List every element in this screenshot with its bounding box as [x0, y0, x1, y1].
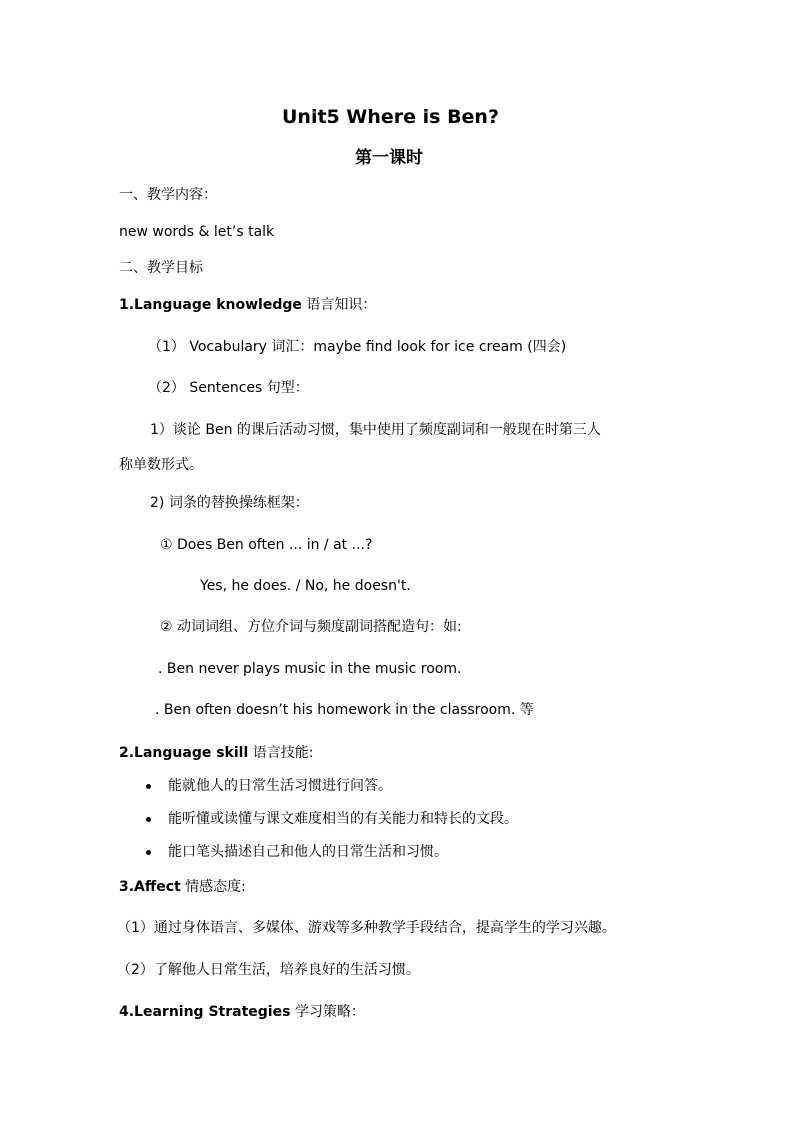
- affect-item-2: （2）了解他人日常生活，培养良好的生活习惯。: [117, 962, 420, 978]
- sentence-item-1-line-1: 1）谈论 Ben 的课后活动习惯，集中使用了频度副词和一般现在时第三人: [150, 422, 601, 438]
- subheading-en: 3.Affect: [119, 879, 181, 895]
- drill-collocation: ② 动词词组、方位介词与频度副词搭配造句：如:: [160, 619, 462, 635]
- bullet-dot: [146, 850, 151, 855]
- subheading-cn: 情感态度:: [180, 879, 246, 895]
- section-heading-objectives: 二、教学目标: [119, 260, 203, 276]
- bullet-item: 能就他人的日常生活习惯进行问答。: [168, 778, 392, 794]
- subheading-en: 2.Language skill: [119, 745, 249, 761]
- section-heading-content: 一、教学内容：: [119, 187, 217, 203]
- subheading-affect: [119, 877, 246, 897]
- example-sentence-1: . Ben never plays music in the music room.: [158, 661, 462, 677]
- page-subtitle: 第一课时: [355, 148, 423, 168]
- vocabulary-line: （1） Vocabulary 词汇：maybe find look for ice cream (四会): [148, 339, 567, 355]
- subheading-en: 4.Learning Strategies: [119, 1004, 291, 1020]
- page-title: Unit5 Where is Ben?: [282, 106, 499, 128]
- bullet-item: 能听懂或读懂与课文难度相当的有关能力和特长的文段。: [168, 811, 518, 827]
- subheading-cn: 语言知识：: [301, 297, 377, 313]
- section-content-text: new words & let’s talk: [119, 224, 275, 240]
- drill-answer: Yes, he does. / No, he doesn't.: [200, 578, 411, 594]
- subheading-learning-strategies: [119, 1002, 365, 1022]
- subheading-language-skill: [119, 743, 313, 763]
- sentence-item-2: 2) 词条的替换操练框架：: [150, 495, 309, 511]
- bullet-item: 能口笔头描述自己和他人的日常生活和习惯。: [168, 844, 448, 860]
- subheading-language-knowledge: [119, 295, 376, 315]
- subheading-cn: 学习策略：: [290, 1004, 365, 1020]
- affect-item-1: （1）通过身体语言、多媒体、游戏等多种教学手段结合，提高学生的学习兴趣。: [117, 920, 616, 936]
- sentence-item-1-line-2: 称单数形式。: [119, 457, 203, 473]
- drill-question: ① Does Ben often ... in / at ...?: [160, 537, 373, 553]
- example-sentence-2: . Ben often doesn’t his homework in the classroom. 等: [155, 702, 534, 718]
- bullet-dot: [146, 784, 151, 789]
- subheading-cn: 语言技能:: [248, 745, 314, 761]
- sentences-line: （2） Sentences 句型：: [148, 380, 309, 396]
- subheading-en: 1.Language knowledge: [119, 297, 302, 313]
- bullet-dot: [146, 817, 151, 822]
